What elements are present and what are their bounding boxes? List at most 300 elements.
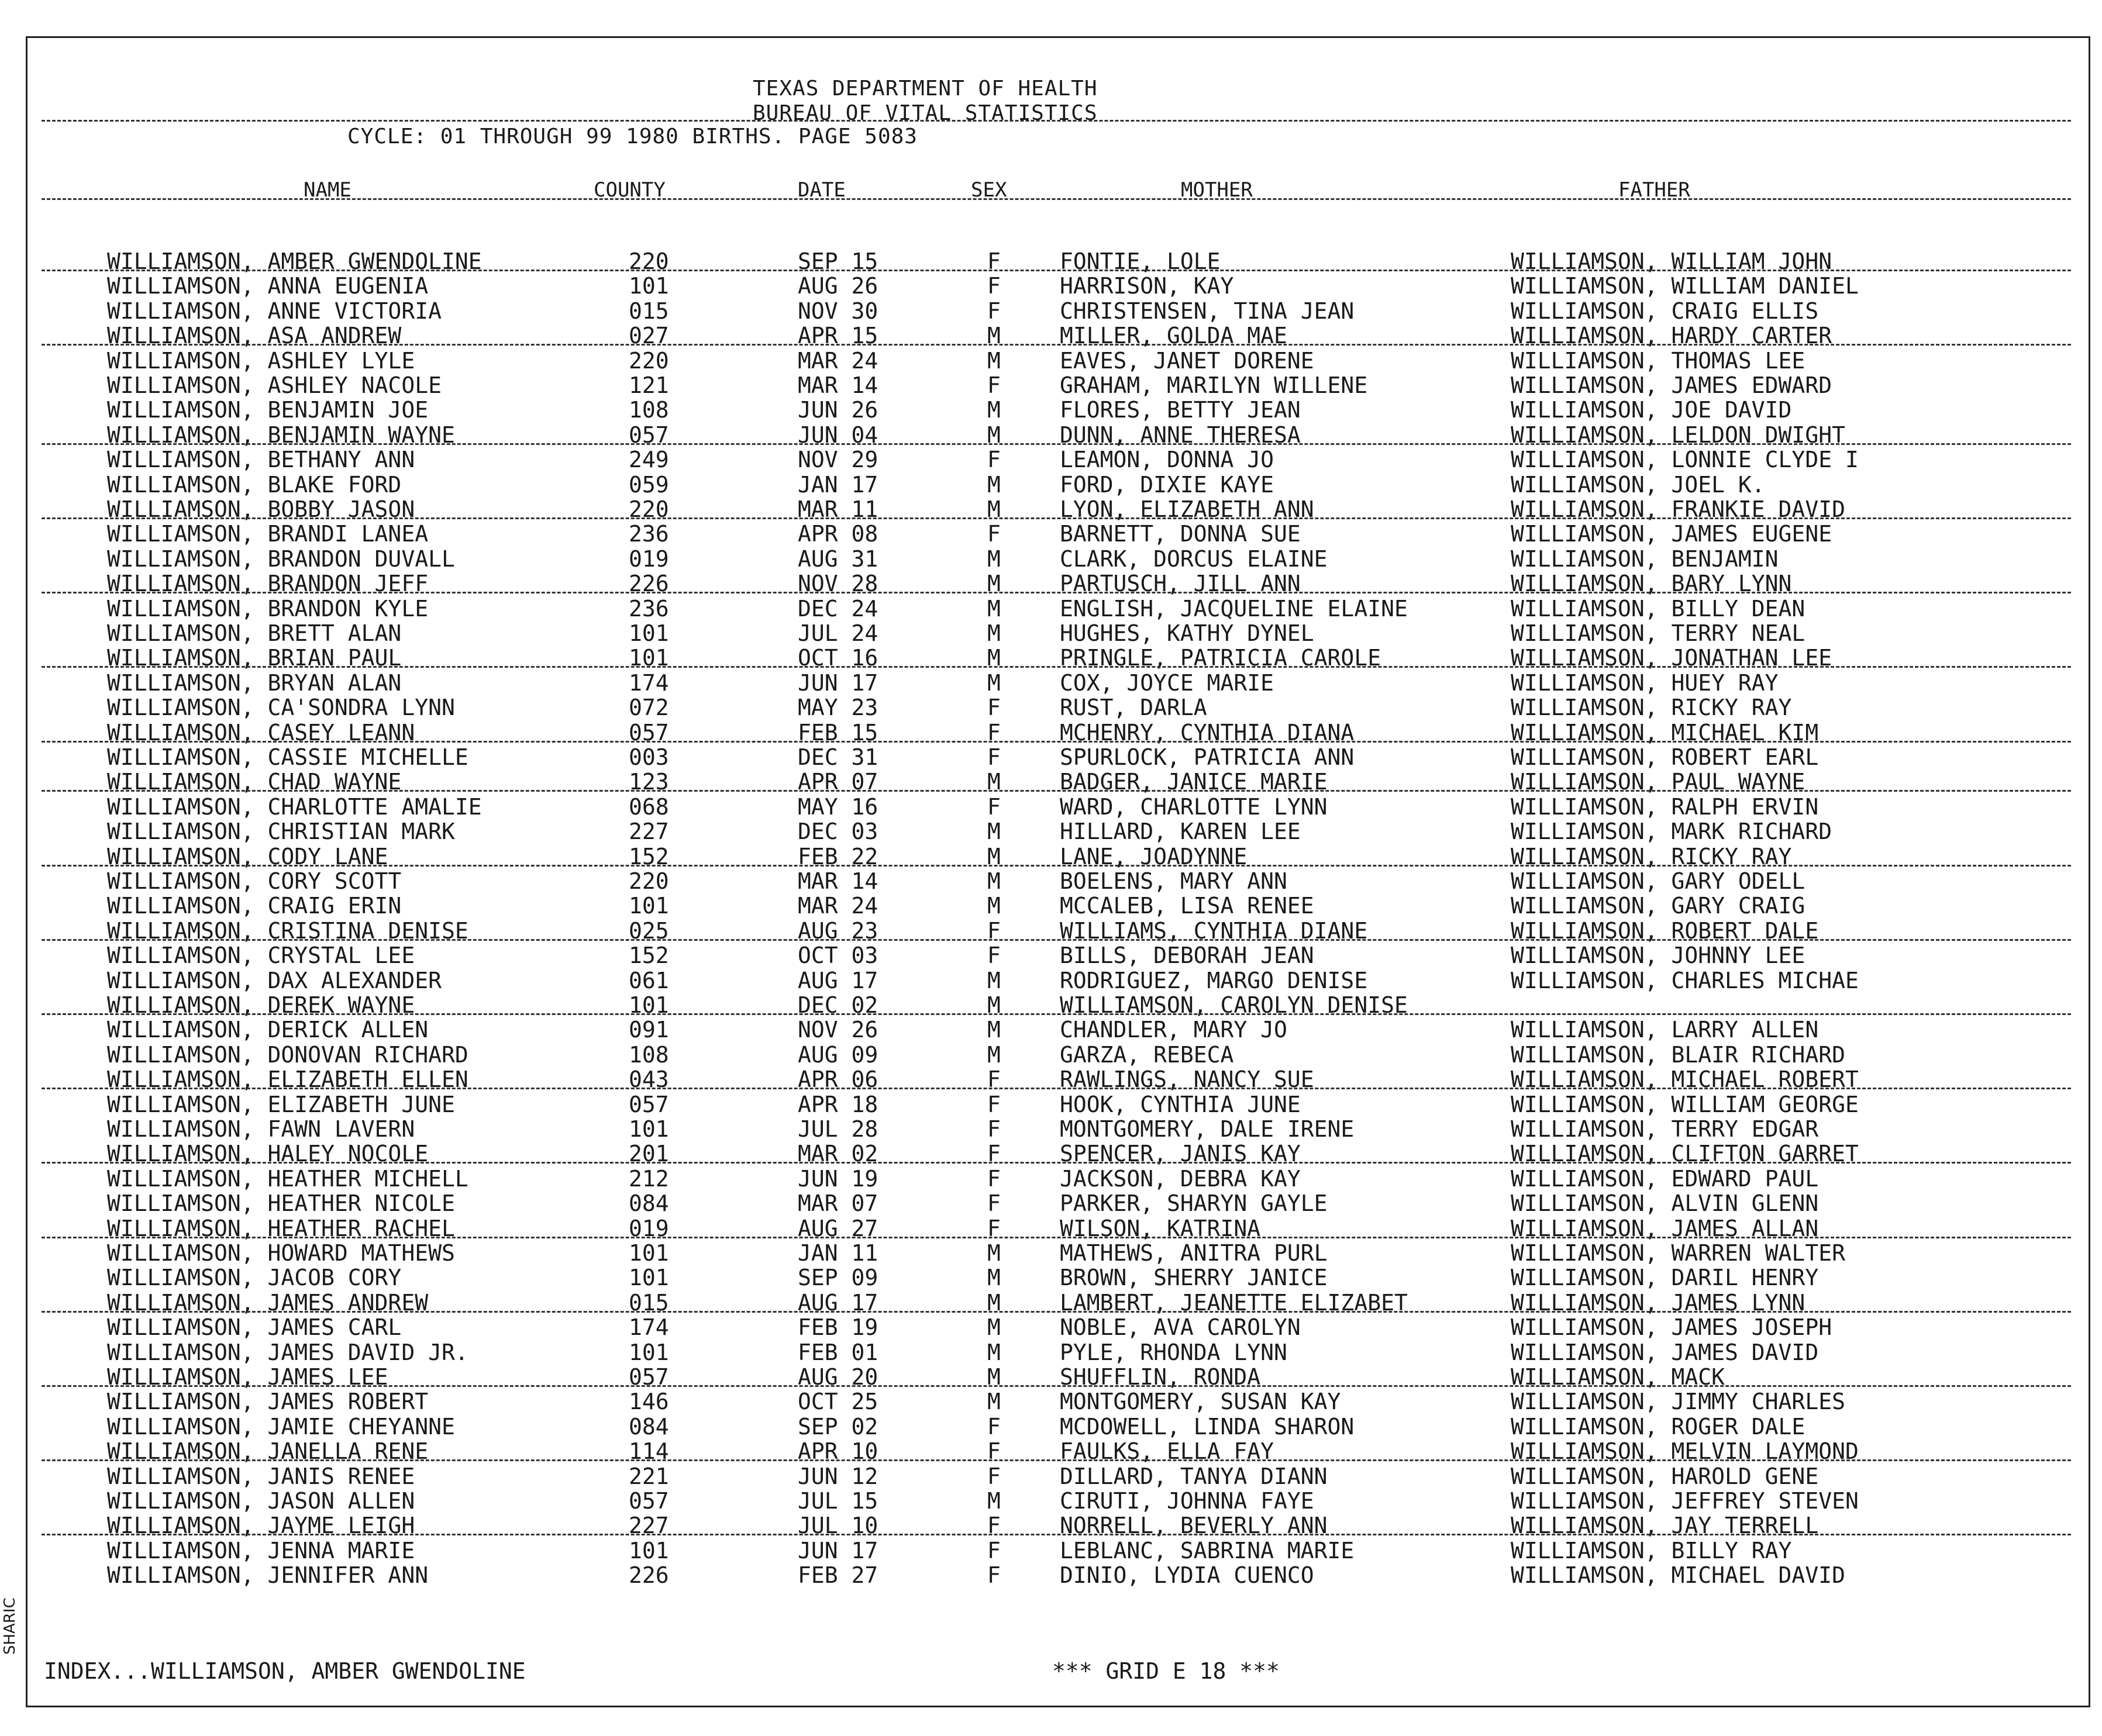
- record-date: NOV 30: [798, 298, 878, 324]
- record-sex: M: [987, 347, 1001, 374]
- record-row: [27, 1116, 2075, 1141]
- record-name: WILLIAMSON, JACOB CORY: [107, 1265, 402, 1291]
- record-row: [27, 1389, 2075, 1413]
- record-mother: WILLIAMS, CYNTHIA DIANE: [1060, 917, 1368, 944]
- record-county: 220: [629, 347, 669, 374]
- record-county: 220: [629, 496, 669, 522]
- record-county: 108: [629, 397, 669, 423]
- record-father: WILLIAMSON, CRAIG ELLIS: [1511, 298, 1819, 324]
- record-sex: M: [987, 1389, 1001, 1415]
- record-row: [27, 472, 2075, 496]
- record-mother: HUGHES, KATHY DYNEL: [1060, 620, 1314, 646]
- record-mother: DILLARD, TANYA DIANN: [1060, 1463, 1328, 1489]
- record-sex: F: [987, 1091, 1001, 1117]
- record-mother: BARNETT, DONNA SUE: [1060, 521, 1301, 547]
- record-mother: FLORES, BETTY JEAN: [1060, 397, 1301, 423]
- record-date: APR 18: [798, 1091, 878, 1117]
- record-name: WILLIAMSON, JAMES CARL: [107, 1314, 402, 1341]
- record-mother: LAMBERT, JEANETTE ELIZABET: [1060, 1289, 1408, 1316]
- record-name: WILLIAMSON, ANNE VICTORIA: [107, 298, 442, 324]
- record-mother: SHUFFLIN, RONDA: [1060, 1364, 1261, 1390]
- record-father: WILLIAMSON, LARRY ALLEN: [1511, 1017, 1819, 1043]
- record-date: DEC 03: [798, 819, 878, 845]
- record-mother: MILLER, GOLDA MAE: [1060, 323, 1287, 349]
- record-row: [27, 447, 2075, 471]
- record-date: MAR 14: [798, 372, 878, 398]
- record-sex: F: [987, 521, 1001, 547]
- record-county: 019: [629, 546, 669, 572]
- record-name: WILLIAMSON, ASHLEY LYLE: [107, 347, 415, 374]
- record-name: WILLIAMSON, JENNIFER ANN: [107, 1562, 429, 1589]
- record-father: WILLIAMSON, LELDON DWIGHT: [1511, 422, 1845, 448]
- record-sex: M: [987, 422, 1001, 448]
- column-header-date: DATE: [798, 178, 846, 202]
- record-row: [27, 422, 2075, 447]
- record-name: WILLIAMSON, CRYSTAL LEE: [107, 943, 415, 969]
- record-county: 101: [629, 645, 669, 671]
- record-father: WILLIAMSON, JAMES EUGENE: [1511, 521, 1832, 547]
- record-date: NOV 28: [798, 571, 878, 597]
- record-row: [27, 918, 2075, 943]
- record-sex: M: [987, 1017, 1001, 1043]
- record-father: WILLIAMSON, BILLY RAY: [1511, 1537, 1792, 1564]
- record-date: JUN 04: [798, 422, 878, 448]
- record-county: 108: [629, 1041, 669, 1068]
- record-name: WILLIAMSON, DAX ALEXANDER: [107, 967, 442, 993]
- record-father: WILLIAMSON, WILLIAM JOHN: [1511, 249, 1832, 274]
- record-father: WILLIAMSON, PAUL WAYNE: [1511, 769, 1805, 795]
- record-sex: M: [987, 1364, 1001, 1390]
- record-name: WILLIAMSON, HALEY NOCOLE: [107, 1141, 429, 1167]
- record-county: 015: [629, 1289, 669, 1316]
- record-name: WILLIAMSON, JAMES LEE: [107, 1364, 388, 1390]
- record-date: MAR 24: [798, 893, 878, 919]
- record-mother: MCCALEB, LISA RENEE: [1060, 893, 1314, 919]
- record-father: WILLIAMSON, JOE DAVID: [1511, 397, 1792, 423]
- record-name: WILLIAMSON, BENJAMIN JOE: [107, 397, 429, 423]
- record-row: [27, 1067, 2075, 1091]
- record-name: WILLIAMSON, CODY LANE: [107, 843, 388, 869]
- record-father: WILLIAMSON, GARY ODELL: [1511, 868, 1805, 894]
- record-mother: MONTGOMERY, SUSAN KAY: [1060, 1389, 1341, 1415]
- record-father: WILLIAMSON, DARIL HENRY: [1511, 1265, 1819, 1291]
- record-father: WILLIAMSON, ROBERT EARL: [1511, 744, 1819, 770]
- record-mother: WILLIAMSON, CAROLYN DENISE: [1060, 992, 1408, 1018]
- record-father: WILLIAMSON, ROGER DALE: [1511, 1413, 1805, 1440]
- record-mother: CLARK, DORCUS ELAINE: [1060, 546, 1328, 572]
- record-father: WILLIAMSON, TERRY EDGAR: [1511, 1116, 1819, 1142]
- record-father: WILLIAMSON, RICKY RAY: [1511, 695, 1792, 721]
- record-sex: M: [987, 397, 1001, 423]
- record-name: WILLIAMSON, JANIS RENEE: [107, 1463, 415, 1489]
- record-date: JAN 17: [798, 471, 878, 498]
- record-county: 221: [629, 1463, 669, 1489]
- record-sex: M: [987, 819, 1001, 845]
- record-sex: M: [987, 868, 1001, 894]
- record-row: [27, 720, 2075, 744]
- record-county: 201: [629, 1141, 669, 1167]
- record-name: WILLIAMSON, ELIZABETH JUNE: [107, 1091, 455, 1117]
- record-name: WILLIAMSON, BRANDI LANEA: [107, 521, 429, 547]
- record-name: WILLIAMSON, BRIAN PAUL: [107, 645, 402, 671]
- record-county: 101: [629, 1537, 669, 1564]
- record-row: [27, 1464, 2075, 1488]
- record-mother: EAVES, JANET DORENE: [1060, 347, 1314, 374]
- record-date: DEC 24: [798, 595, 878, 622]
- record-father: WILLIAMSON, FRANKIE DAVID: [1511, 496, 1845, 522]
- record-date: AUG 26: [798, 273, 878, 299]
- record-mother: PYLE, RHONDA LYNN: [1060, 1339, 1287, 1365]
- record-sex: M: [987, 546, 1001, 572]
- record-county: 226: [629, 1562, 669, 1589]
- record-father: WILLIAMSON, JAMES JOSEPH: [1511, 1314, 1832, 1341]
- record-sex: M: [987, 595, 1001, 622]
- record-row: [27, 1265, 2075, 1289]
- record-name: WILLIAMSON, BENJAMIN WAYNE: [107, 422, 455, 448]
- record-sex: F: [987, 943, 1001, 969]
- record-sex: F: [987, 1562, 1001, 1589]
- record-date: AUG 20: [798, 1364, 878, 1390]
- record-sex: F: [987, 917, 1001, 944]
- record-father: WILLIAMSON, BLAIR RICHARD: [1511, 1041, 1845, 1068]
- record-date: JUN 26: [798, 397, 878, 423]
- record-name: WILLIAMSON, JASON ALLEN: [107, 1488, 415, 1514]
- record-father: WILLIAMSON, CLIFTON GARRET: [1511, 1141, 1859, 1167]
- record-county: 226: [629, 571, 669, 597]
- record-date: SEP 09: [798, 1265, 878, 1291]
- record-county: 101: [629, 992, 669, 1018]
- record-mother: PRINGLE, PATRICIA CAROLE: [1060, 645, 1381, 671]
- column-header-rule: [42, 198, 2071, 200]
- record-name: WILLIAMSON, BRANDON KYLE: [107, 595, 429, 622]
- record-county: 220: [629, 249, 669, 274]
- record-row: [27, 893, 2075, 917]
- record-sex: M: [987, 967, 1001, 993]
- record-mother: CHRISTENSEN, TINA JEAN: [1060, 298, 1355, 324]
- record-name: WILLIAMSON, ELIZABETH ELLEN: [107, 1067, 468, 1093]
- record-father: WILLIAMSON, TERRY NEAL: [1511, 620, 1805, 646]
- record-mother: SPENCER, JANIS KAY: [1060, 1141, 1301, 1167]
- record-sex: M: [987, 669, 1001, 696]
- record-name: WILLIAMSON, JAMES DAVID JR.: [107, 1339, 468, 1365]
- record-father: WILLIAMSON, MACK: [1511, 1364, 1725, 1390]
- record-sex: F: [987, 1438, 1001, 1465]
- record-sex: F: [987, 1165, 1001, 1192]
- record-county: 057: [629, 1488, 669, 1514]
- record-county: 101: [629, 893, 669, 919]
- record-name: WILLIAMSON, BRETT ALAN: [107, 620, 402, 646]
- record-sex: M: [987, 893, 1001, 919]
- record-sex: M: [987, 496, 1001, 522]
- record-county: 043: [629, 1067, 669, 1093]
- microfiche-page: [26, 36, 2090, 1707]
- record-row: [27, 1513, 2075, 1537]
- record-county: 101: [629, 1265, 669, 1291]
- record-row: [27, 620, 2075, 645]
- record-sex: M: [987, 620, 1001, 646]
- record-date: DEC 02: [798, 992, 878, 1018]
- record-sex: M: [987, 769, 1001, 795]
- record-sex: M: [987, 645, 1001, 671]
- record-row: [27, 1216, 2075, 1240]
- record-county: 084: [629, 1190, 669, 1217]
- record-father: WILLIAMSON, JAY TERRELL: [1511, 1513, 1819, 1539]
- record-county: 146: [629, 1389, 669, 1415]
- record-mother: GRAHAM, MARILYN WILLENE: [1060, 372, 1368, 398]
- record-father: WILLIAMSON, JAMES ALLAN: [1511, 1215, 1819, 1241]
- record-father: WILLIAMSON, THOMAS LEE: [1511, 347, 1805, 374]
- record-father: WILLIAMSON, BENJAMIN: [1511, 546, 1779, 572]
- column-header-county: COUNTY: [594, 178, 666, 202]
- record-row: [27, 571, 2075, 595]
- record-date: MAR 14: [798, 868, 878, 894]
- index-label: INDEX...WILLIAMSON, AMBER GWENDOLINE: [44, 1658, 526, 1684]
- record-mother: COX, JOYCE MARIE: [1060, 669, 1274, 696]
- record-date: OCT 03: [798, 943, 878, 969]
- record-county: 236: [629, 521, 669, 547]
- record-name: WILLIAMSON, HEATHER RACHEL: [107, 1215, 455, 1241]
- record-mother: BADGER, JANICE MARIE: [1060, 769, 1328, 795]
- record-county: 061: [629, 967, 669, 993]
- record-county: 101: [629, 273, 669, 299]
- record-sex: M: [987, 1240, 1001, 1266]
- record-name: WILLIAMSON, ANNA EUGENIA: [107, 273, 429, 299]
- record-sex: M: [987, 843, 1001, 869]
- record-father: WILLIAMSON, GARY CRAIG: [1511, 893, 1805, 919]
- record-mother: HOOK, CYNTHIA JUNE: [1060, 1091, 1301, 1117]
- record-row: [27, 1141, 2075, 1165]
- record-sex: F: [987, 1141, 1001, 1167]
- record-county: 072: [629, 695, 669, 721]
- record-date: JAN 11: [798, 1240, 878, 1266]
- record-date: AUG 31: [798, 546, 878, 572]
- record-mother: LEBLANC, SABRINA MARIE: [1060, 1537, 1355, 1564]
- record-date: MAR 11: [798, 496, 878, 522]
- record-date: NOV 26: [798, 1017, 878, 1043]
- record-row: [27, 1166, 2075, 1190]
- record-sex: F: [987, 273, 1001, 299]
- record-name: WILLIAMSON, BOBBY JASON: [107, 496, 415, 522]
- record-row: [27, 1290, 2075, 1314]
- record-sex: M: [987, 1265, 1001, 1291]
- record-row: [27, 348, 2075, 372]
- record-county: 101: [629, 1339, 669, 1365]
- record-name: WILLIAMSON, CA'SONDRA LYNN: [107, 695, 455, 721]
- record-county: 019: [629, 1215, 669, 1241]
- record-row: [27, 372, 2075, 397]
- record-father: WILLIAMSON, HARDY CARTER: [1511, 323, 1832, 349]
- record-county: 025: [629, 917, 669, 944]
- record-father: WILLIAMSON, JOEL K.: [1511, 471, 1765, 498]
- record-county: 101: [629, 1116, 669, 1142]
- record-name: WILLIAMSON, CHARLOTTE AMALIE: [107, 793, 482, 820]
- record-name: WILLIAMSON, HEATHER NICOLE: [107, 1190, 455, 1217]
- record-row: [27, 1364, 2075, 1389]
- record-county: 152: [629, 943, 669, 969]
- record-date: SEP 02: [798, 1413, 878, 1440]
- column-header-name: NAME: [304, 178, 352, 202]
- record-name: WILLIAMSON, FAWN LAVERN: [107, 1116, 415, 1142]
- record-sex: M: [987, 571, 1001, 597]
- record-mother: HARRISON, KAY: [1060, 273, 1234, 299]
- record-sex: F: [987, 719, 1001, 746]
- record-name: WILLIAMSON, ASHLEY NACOLE: [107, 372, 442, 398]
- record-date: MAR 07: [798, 1190, 878, 1217]
- record-date: FEB 22: [798, 843, 878, 869]
- record-father: WILLIAMSON, RALPH ERVIN: [1511, 793, 1819, 820]
- record-name: WILLIAMSON, BETHANY ANN: [107, 447, 415, 473]
- record-row: [27, 670, 2075, 695]
- record-mother: LANE, JOADYNNE: [1060, 843, 1248, 869]
- record-row: [27, 992, 2075, 1017]
- record-father: WILLIAMSON, JAMES LYNN: [1511, 1289, 1805, 1316]
- record-row: [27, 1438, 2075, 1463]
- record-mother: FONTIE, LOLE: [1060, 249, 1221, 274]
- record-row: [27, 496, 2075, 521]
- record-father: WILLIAMSON, MICHAEL ROBERT: [1511, 1067, 1859, 1093]
- record-name: WILLIAMSON, DERICK ALLEN: [107, 1017, 429, 1043]
- record-mother: PARKER, SHARYN GAYLE: [1060, 1190, 1328, 1217]
- record-sex: F: [987, 249, 1001, 274]
- record-sex: M: [987, 992, 1001, 1018]
- record-county: 212: [629, 1165, 669, 1192]
- record-county: 057: [629, 719, 669, 746]
- record-mother: FAULKS, ELLA FAY: [1060, 1438, 1274, 1465]
- record-county: 114: [629, 1438, 669, 1465]
- record-row: [27, 273, 2075, 298]
- record-mother: NOBLE, AVA CAROLYN: [1060, 1314, 1301, 1341]
- record-mother: DUNN, ANNE THERESA: [1060, 422, 1301, 448]
- record-mother: LYON, ELIZABETH ANN: [1060, 496, 1314, 522]
- record-county: 121: [629, 372, 669, 398]
- record-date: APR 08: [798, 521, 878, 547]
- record-father: WILLIAMSON, JEFFREY STEVEN: [1511, 1488, 1859, 1514]
- record-row: [27, 1488, 2075, 1513]
- record-sex: F: [987, 744, 1001, 770]
- record-date: JUL 28: [798, 1116, 878, 1142]
- record-county: 027: [629, 323, 669, 349]
- record-father: WILLIAMSON, RICKY RAY: [1511, 843, 1792, 869]
- record-date: NOV 29: [798, 447, 878, 473]
- record-date: FEB 19: [798, 1314, 878, 1341]
- record-father: WILLIAMSON, MICHAEL KIM: [1511, 719, 1819, 746]
- record-mother: RAWLINGS, NANCY SUE: [1060, 1067, 1314, 1093]
- record-father: WILLIAMSON, JONATHAN LEE: [1511, 645, 1832, 671]
- record-father: WILLIAMSON, JIMMY CHARLES: [1511, 1389, 1845, 1415]
- record-mother: SPURLOCK, PATRICIA ANN: [1060, 744, 1355, 770]
- record-county: 057: [629, 1364, 669, 1390]
- record-sex: M: [987, 323, 1001, 349]
- record-father: WILLIAMSON, WILLIAM DANIEL: [1511, 273, 1859, 299]
- record-sex: F: [987, 695, 1001, 721]
- record-father: WILLIAMSON, ALVIN GLENN: [1511, 1190, 1819, 1217]
- column-header-mother: MOTHER: [1181, 178, 1253, 202]
- record-county: 057: [629, 1091, 669, 1117]
- record-sex: F: [987, 298, 1001, 324]
- record-sex: F: [987, 1067, 1001, 1093]
- record-mother: DINIO, LYDIA CUENCO: [1060, 1562, 1314, 1589]
- record-name: WILLIAMSON, CASEY LEANN: [107, 719, 415, 746]
- header-rule: [42, 120, 2071, 122]
- record-sex: F: [987, 1215, 1001, 1241]
- record-row: [27, 1092, 2075, 1116]
- record-row: [27, 744, 2075, 769]
- record-name: WILLIAMSON, ASA ANDREW: [107, 323, 402, 349]
- record-county: 249: [629, 447, 669, 473]
- record-name: WILLIAMSON, HOWARD MATHEWS: [107, 1240, 455, 1266]
- record-county: 227: [629, 819, 669, 845]
- record-father: WILLIAMSON, JOHNNY LEE: [1511, 943, 1805, 969]
- record-sex: M: [987, 1488, 1001, 1514]
- record-row: [27, 1240, 2075, 1265]
- record-county: 220: [629, 868, 669, 894]
- record-mother: JACKSON, DEBRA KAY: [1060, 1165, 1301, 1192]
- record-county: 057: [629, 422, 669, 448]
- record-name: WILLIAMSON, CORY SCOTT: [107, 868, 402, 894]
- bureau-title: BUREAU OF VITAL STATISTICS: [753, 101, 1098, 125]
- record-sex: F: [987, 447, 1001, 473]
- record-name: WILLIAMSON, JAYME LEIGH: [107, 1513, 415, 1539]
- record-mother: PARTUSCH, JILL ANN: [1060, 571, 1301, 597]
- record-father: WILLIAMSON, CHARLES MICHAE: [1511, 967, 1859, 993]
- record-row: [27, 1414, 2075, 1438]
- grid-label: *** GRID E 18 ***: [1052, 1658, 1280, 1684]
- record-date: APR 15: [798, 323, 878, 349]
- record-date: MAR 02: [798, 1141, 878, 1167]
- record-sex: M: [987, 471, 1001, 498]
- sharic-label: SHARIC: [1, 1597, 19, 1655]
- record-father: WILLIAMSON, LONNIE CLYDE I: [1511, 447, 1859, 473]
- record-row: [27, 868, 2075, 893]
- record-row: [27, 645, 2075, 669]
- record-date: APR 10: [798, 1438, 878, 1465]
- record-date: APR 06: [798, 1067, 878, 1093]
- record-name: WILLIAMSON, CASSIE MICHELLE: [107, 744, 468, 770]
- record-date: OCT 16: [798, 645, 878, 671]
- record-father: WILLIAMSON, ROBERT DALE: [1511, 917, 1819, 944]
- record-county: 003: [629, 744, 669, 770]
- record-mother: RODRIGUEZ, MARGO DENISE: [1060, 967, 1368, 993]
- record-sex: F: [987, 372, 1001, 398]
- column-header-father: FATHER: [1618, 178, 1690, 202]
- record-mother: RUST, DARLA: [1060, 695, 1207, 721]
- record-county: 084: [629, 1413, 669, 1440]
- record-county: 059: [629, 471, 669, 498]
- record-name: WILLIAMSON, CHRISTIAN MARK: [107, 819, 455, 845]
- record-name: WILLIAMSON, BRANDON DUVALL: [107, 546, 455, 572]
- record-name: WILLIAMSON, JENNA MARIE: [107, 1537, 415, 1564]
- record-mother: MCHENRY, CYNTHIA DIANA: [1060, 719, 1355, 746]
- record-date: JUL 15: [798, 1488, 878, 1514]
- record-row: [27, 249, 2075, 273]
- record-sex: M: [987, 1339, 1001, 1365]
- record-date: MAY 16: [798, 793, 878, 820]
- record-name: WILLIAMSON, CRISTINA DENISE: [107, 917, 468, 944]
- record-row: [27, 397, 2075, 422]
- record-date: JUL 10: [798, 1513, 878, 1539]
- record-mother: MATHEWS, ANITRA PURL: [1060, 1240, 1328, 1266]
- cycle-line: CYCLE: 01 THROUGH 99 1980 BIRTHS. PAGE 5083: [347, 125, 918, 149]
- record-father: WILLIAMSON, JAMES EDWARD: [1511, 372, 1832, 398]
- record-father: WILLIAMSON, BILLY DEAN: [1511, 595, 1805, 622]
- column-header-sex: SEX: [971, 178, 1007, 202]
- record-name: WILLIAMSON, JAMIE CHEYANNE: [107, 1413, 455, 1440]
- record-name: WILLIAMSON, JAMES ANDREW: [107, 1289, 429, 1316]
- record-father: WILLIAMSON, HUEY RAY: [1511, 669, 1779, 696]
- record-date: JUN 17: [798, 1537, 878, 1564]
- record-name: WILLIAMSON, JANELLA RENE: [107, 1438, 429, 1465]
- record-row: [27, 1190, 2075, 1215]
